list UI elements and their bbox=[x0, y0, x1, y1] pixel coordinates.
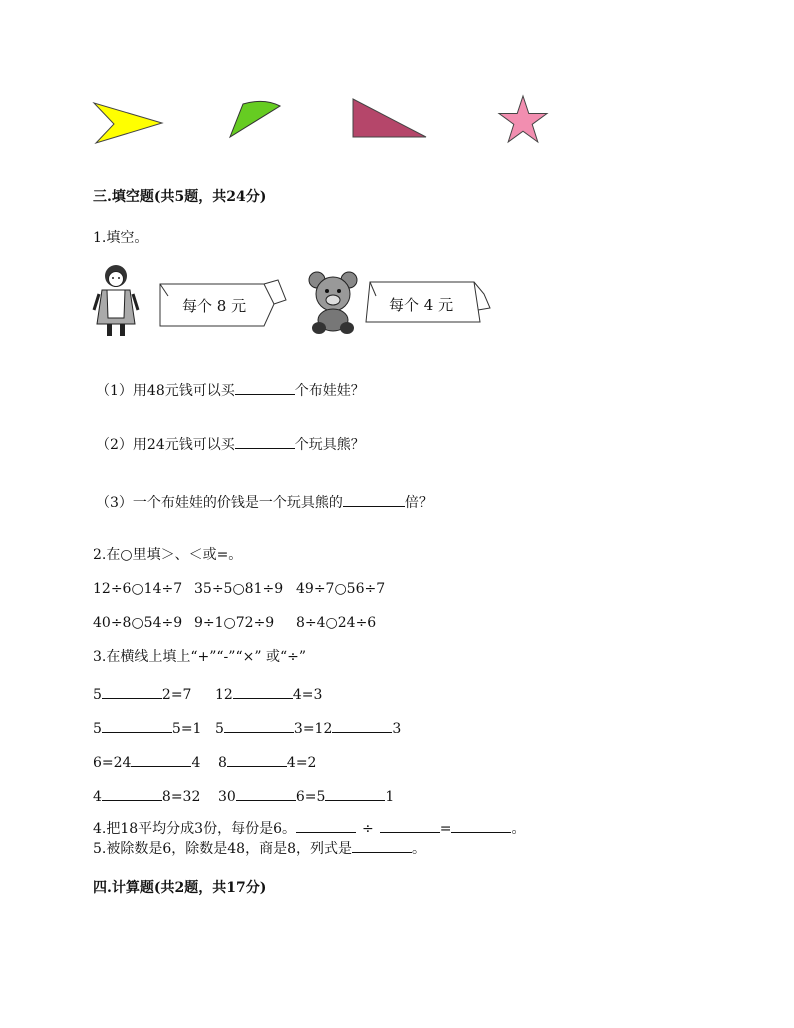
q1-sub1-prefix: （1）用48元钱可以买 bbox=[96, 383, 235, 399]
q3-row4-c-post: 1 bbox=[385, 789, 395, 805]
q3-row3-a bbox=[93, 752, 200, 772]
q2-r1-c1: 12÷6○14÷7 bbox=[93, 581, 183, 597]
q2-r1-c2: 35÷5○81÷9 bbox=[194, 581, 284, 597]
q3-row4-b-post: 6=5 bbox=[295, 789, 326, 805]
q3-row3-a-post: 4 bbox=[191, 755, 201, 771]
q3-row1-a-post: 2=7 bbox=[161, 687, 192, 703]
q4-blank-2[interactable] bbox=[380, 818, 440, 833]
q3-row2-c-blank[interactable] bbox=[332, 718, 392, 733]
q5-end: 。 bbox=[412, 841, 426, 857]
q2-r1-c3: 49÷7○56÷7 bbox=[296, 581, 386, 597]
section3-title: 三.填空题(共5题，共24分) bbox=[93, 189, 267, 205]
q3-row3-b-pre: 8 bbox=[218, 755, 227, 771]
q1-sub1 bbox=[96, 380, 365, 400]
q4-text: 4.把18平均分成3份，每份是6。 bbox=[93, 821, 296, 837]
q1-sub3-suffix: 倍？ bbox=[404, 495, 433, 511]
q4-blank-3[interactable] bbox=[451, 818, 511, 833]
q3-row1-a-blank[interactable] bbox=[102, 684, 162, 699]
q2-label: 2.在○里填＞、＜或=。 bbox=[93, 547, 243, 563]
q3-row2-a-blank[interactable] bbox=[102, 718, 172, 733]
bear-illustration bbox=[306, 270, 360, 336]
q3-row2-a bbox=[93, 718, 201, 738]
q3-row3-b bbox=[218, 752, 316, 772]
q3-row2-b-post: 3=12 bbox=[293, 721, 333, 737]
q3-row2-a-pre: 5 bbox=[93, 721, 102, 737]
q5-line bbox=[93, 838, 426, 858]
q4-eq-sign: = bbox=[439, 821, 452, 837]
red-right-triangle-polygon bbox=[353, 99, 426, 137]
q4-div-sign: ÷ bbox=[362, 821, 374, 837]
q3-row1-b-post: 4=3 bbox=[292, 687, 323, 703]
pink-star-polygon bbox=[499, 96, 547, 142]
yellow-triangle-polygon bbox=[94, 103, 162, 143]
section4-title: 四.计算题(共2题，共17分) bbox=[93, 880, 267, 896]
green-sector-shape bbox=[226, 97, 284, 141]
q3-row3-b-post: 4=2 bbox=[286, 755, 317, 771]
q5-blank[interactable] bbox=[352, 838, 412, 853]
q3-row4-b bbox=[218, 786, 394, 806]
q1-sub2-blank[interactable] bbox=[235, 434, 295, 449]
q3-row4-b-pre: 30 bbox=[218, 789, 236, 805]
pink-star-shape bbox=[497, 94, 549, 146]
q3-row4-c-blank[interactable] bbox=[325, 786, 385, 801]
q5-text: 5.被除数是6，除数是48，商是8，列式是 bbox=[93, 841, 352, 857]
q3-row1-b bbox=[215, 684, 322, 704]
q4-end: 。 bbox=[511, 821, 526, 837]
q3-row2-b-blank[interactable] bbox=[224, 718, 294, 733]
q2-r2-c2: 9÷1○72÷9 bbox=[194, 615, 275, 631]
q1-sub2-prefix: （2）用24元钱可以买 bbox=[96, 437, 235, 453]
q1-sub2-suffix: 个玩具熊？ bbox=[294, 437, 365, 453]
q3-row4-a bbox=[93, 786, 200, 806]
q3-row2-b-pre: 5 bbox=[215, 721, 224, 737]
q4-line bbox=[93, 818, 525, 838]
q1-sub2 bbox=[96, 434, 365, 454]
q3-label: 3.在横线上填上“+”“-”“×” 或“÷” bbox=[93, 649, 306, 665]
q3-row4-b-blank[interactable] bbox=[236, 786, 296, 801]
q3-row4-a-pre: 4 bbox=[93, 789, 102, 805]
q4-blank-1[interactable] bbox=[296, 818, 356, 833]
q1-sub1-blank[interactable] bbox=[235, 380, 295, 395]
q1-sub3-prefix: （3）一个布娃娃的价钱是一个玩具熊的 bbox=[96, 495, 343, 511]
q1-sub3 bbox=[96, 492, 433, 512]
q3-row4-a-blank[interactable] bbox=[102, 786, 162, 801]
q3-row1-b-pre: 12 bbox=[215, 687, 233, 703]
q3-row2-c-post: 3 bbox=[392, 721, 402, 737]
q3-row1-a bbox=[93, 684, 191, 704]
q3-row1-a-pre: 5 bbox=[93, 687, 102, 703]
q3-row3-b-blank[interactable] bbox=[227, 752, 287, 767]
q3-row3-a-blank[interactable] bbox=[131, 752, 191, 767]
q2-r2-c1: 40÷8○54÷9 bbox=[93, 615, 183, 631]
green-sector-path bbox=[230, 101, 280, 137]
q3-row4-a-post: 8=32 bbox=[161, 789, 201, 805]
doll-illustration bbox=[91, 262, 141, 340]
doll-price-text: 每个 8 元 bbox=[182, 297, 247, 315]
q1-sub1-suffix: 个布娃娃？ bbox=[294, 383, 365, 399]
q1-sub3-blank[interactable] bbox=[343, 492, 405, 507]
q3-row1-b-blank[interactable] bbox=[233, 684, 293, 699]
bear-price-text: 每个 4 元 bbox=[389, 296, 454, 314]
q3-row3-a-pre: 6=24 bbox=[93, 755, 132, 771]
red-right-triangle-shape bbox=[350, 97, 430, 141]
q1-label: 1.填空。 bbox=[93, 230, 149, 246]
q3-row2-b bbox=[215, 718, 401, 738]
q2-r2-c3: 8÷4○24÷6 bbox=[296, 615, 377, 631]
q3-row2-a-post: 5=1 bbox=[171, 721, 202, 737]
yellow-triangle-shape bbox=[92, 100, 164, 146]
